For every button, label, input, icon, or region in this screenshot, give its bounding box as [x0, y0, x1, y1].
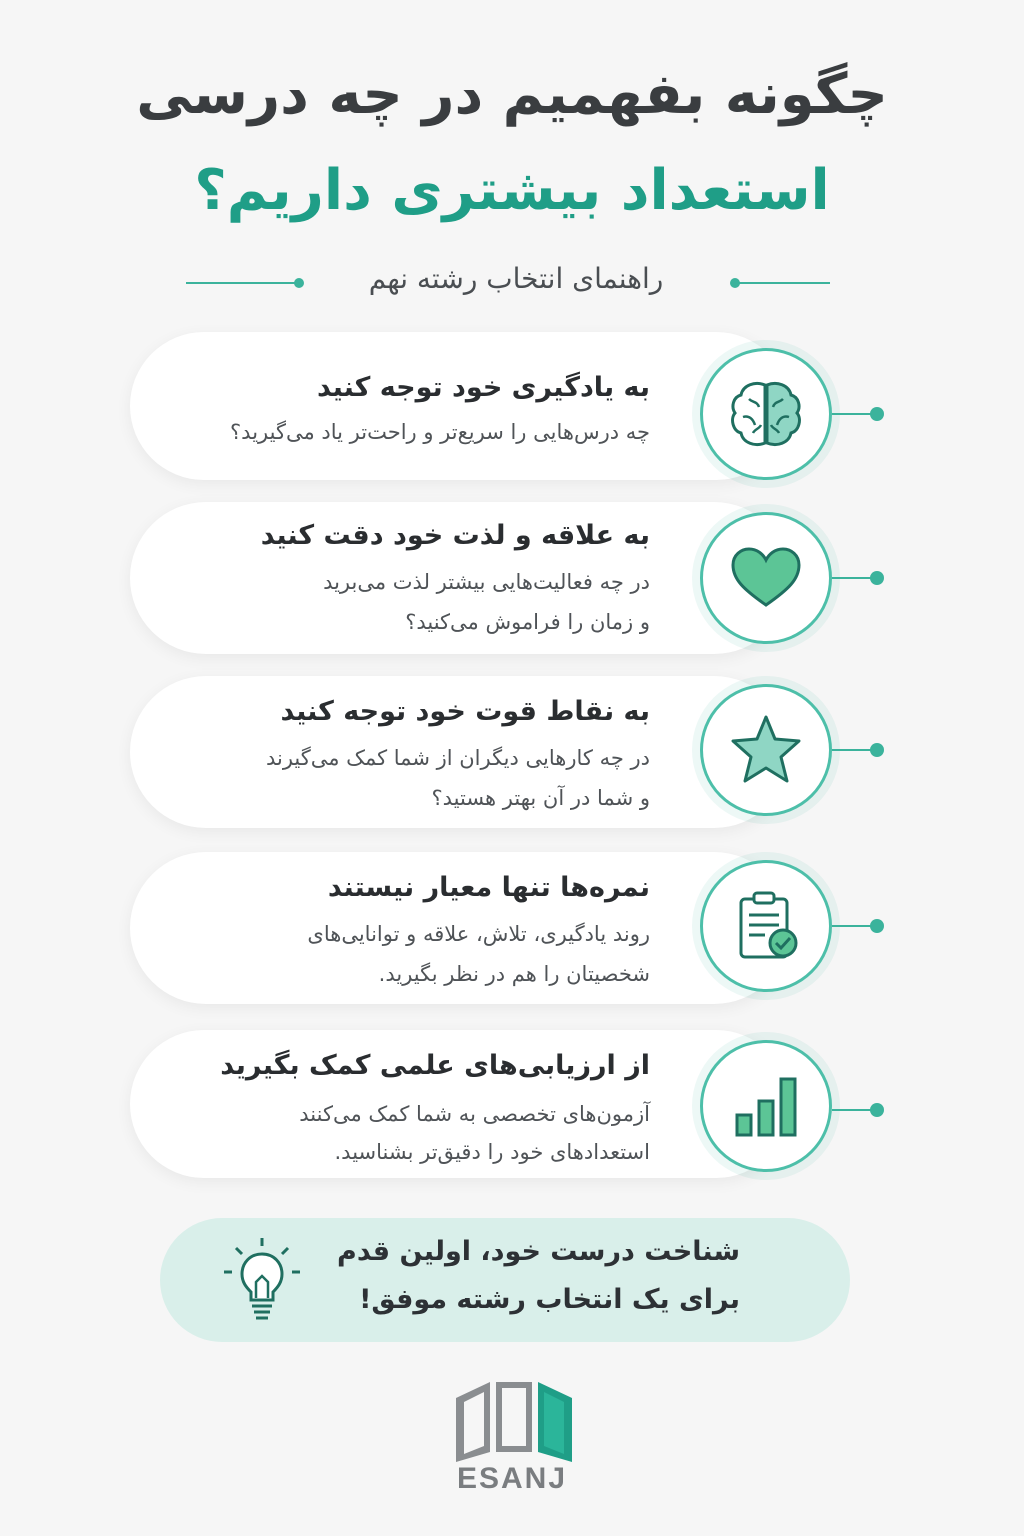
tip-card-assessment: [130, 1030, 790, 1178]
connector-dot: [870, 919, 884, 933]
subtitle-row: [180, 258, 836, 308]
chart-icon-circle: [700, 1040, 832, 1172]
tip-card-learning: [130, 332, 790, 480]
tip-card-desc-2: و شما در آن بهتر هستید؟: [431, 786, 650, 810]
connector-line: [832, 749, 874, 751]
tip-card-grades: [130, 852, 790, 1004]
tip-card-desc-2: استعدادهای خود را دقیق‌تر بشناسید.: [334, 1140, 650, 1164]
heart-icon-circle: [700, 512, 832, 644]
clipboard-icon-circle: [700, 860, 832, 992]
tip-card-strengths: [130, 676, 790, 828]
connector-dot: [870, 1103, 884, 1117]
tip-card-desc: در چه کارهایی دیگران از شما کمک می‌گیرند: [265, 746, 650, 770]
tip-card-title: نمره‌ها تنها معیار نیستند: [327, 872, 650, 903]
clipboard-check-icon: [725, 885, 807, 967]
connector-line: [832, 413, 874, 415]
page-title-line2: استعداد بیشتری داریم؟: [194, 158, 830, 223]
subtitle-divider-right: [736, 282, 830, 284]
tip-card-title: به یادگیری خود توجه کنید: [317, 372, 650, 403]
connector-dot: [870, 407, 884, 421]
page-title-line1: چگونه بفهمیم در چه درسی: [136, 62, 888, 127]
tip-card-desc: در چه فعالیت‌هایی بیشتر لذت می‌برید: [323, 570, 650, 594]
tip-card-desc: آزمون‌های تخصصی به شما کمک می‌کنند: [299, 1102, 650, 1126]
tip-card-title: به علاقه و لذت خود دقت کنید: [260, 520, 650, 551]
lightbulb-icon: [214, 1232, 310, 1328]
tip-card-desc-2: و زمان را فراموش می‌کنید؟: [405, 610, 650, 634]
subtitle-dot-left: [294, 278, 304, 288]
connector-dot: [870, 743, 884, 757]
subtitle-divider-left: [186, 282, 296, 284]
tip-card-desc: چه درس‌هایی را سریع‌تر و راحت‌تر یاد می‌گیرید؟: [230, 420, 650, 444]
footer-callout: [160, 1218, 850, 1342]
footer-line2: برای یک انتخاب رشته موفق!: [359, 1284, 740, 1315]
connector-line: [832, 925, 874, 927]
connector-line: [832, 577, 874, 579]
tip-card-title: به نقاط قوت خود توجه کنید: [280, 696, 650, 727]
tip-card-desc: روند یادگیری، تلاش، علاقه و توانایی‌های: [307, 922, 650, 946]
tip-card-interest: [130, 502, 790, 654]
star-icon-circle: [700, 684, 832, 816]
footer-line1: شناخت درست خود، اولین قدم: [337, 1236, 740, 1267]
star-icon: [725, 709, 807, 791]
connector-dot: [870, 571, 884, 585]
brain-icon-circle: [700, 348, 832, 480]
esanj-logo: [452, 1374, 576, 1464]
subtitle: راهنمای انتخاب رشته نهم: [368, 262, 664, 295]
brain-icon: [725, 373, 807, 455]
tip-card-desc-2: شخصیتان را هم در نظر بگیرید.: [378, 962, 650, 986]
bar-chart-icon: [725, 1065, 807, 1147]
heart-icon: [725, 537, 807, 619]
brand-name: ESANJ: [456, 1462, 568, 1495]
connector-line: [832, 1109, 874, 1111]
tip-card-title: از ارزیابی‌های علمی کمک بگیرید: [220, 1050, 650, 1081]
